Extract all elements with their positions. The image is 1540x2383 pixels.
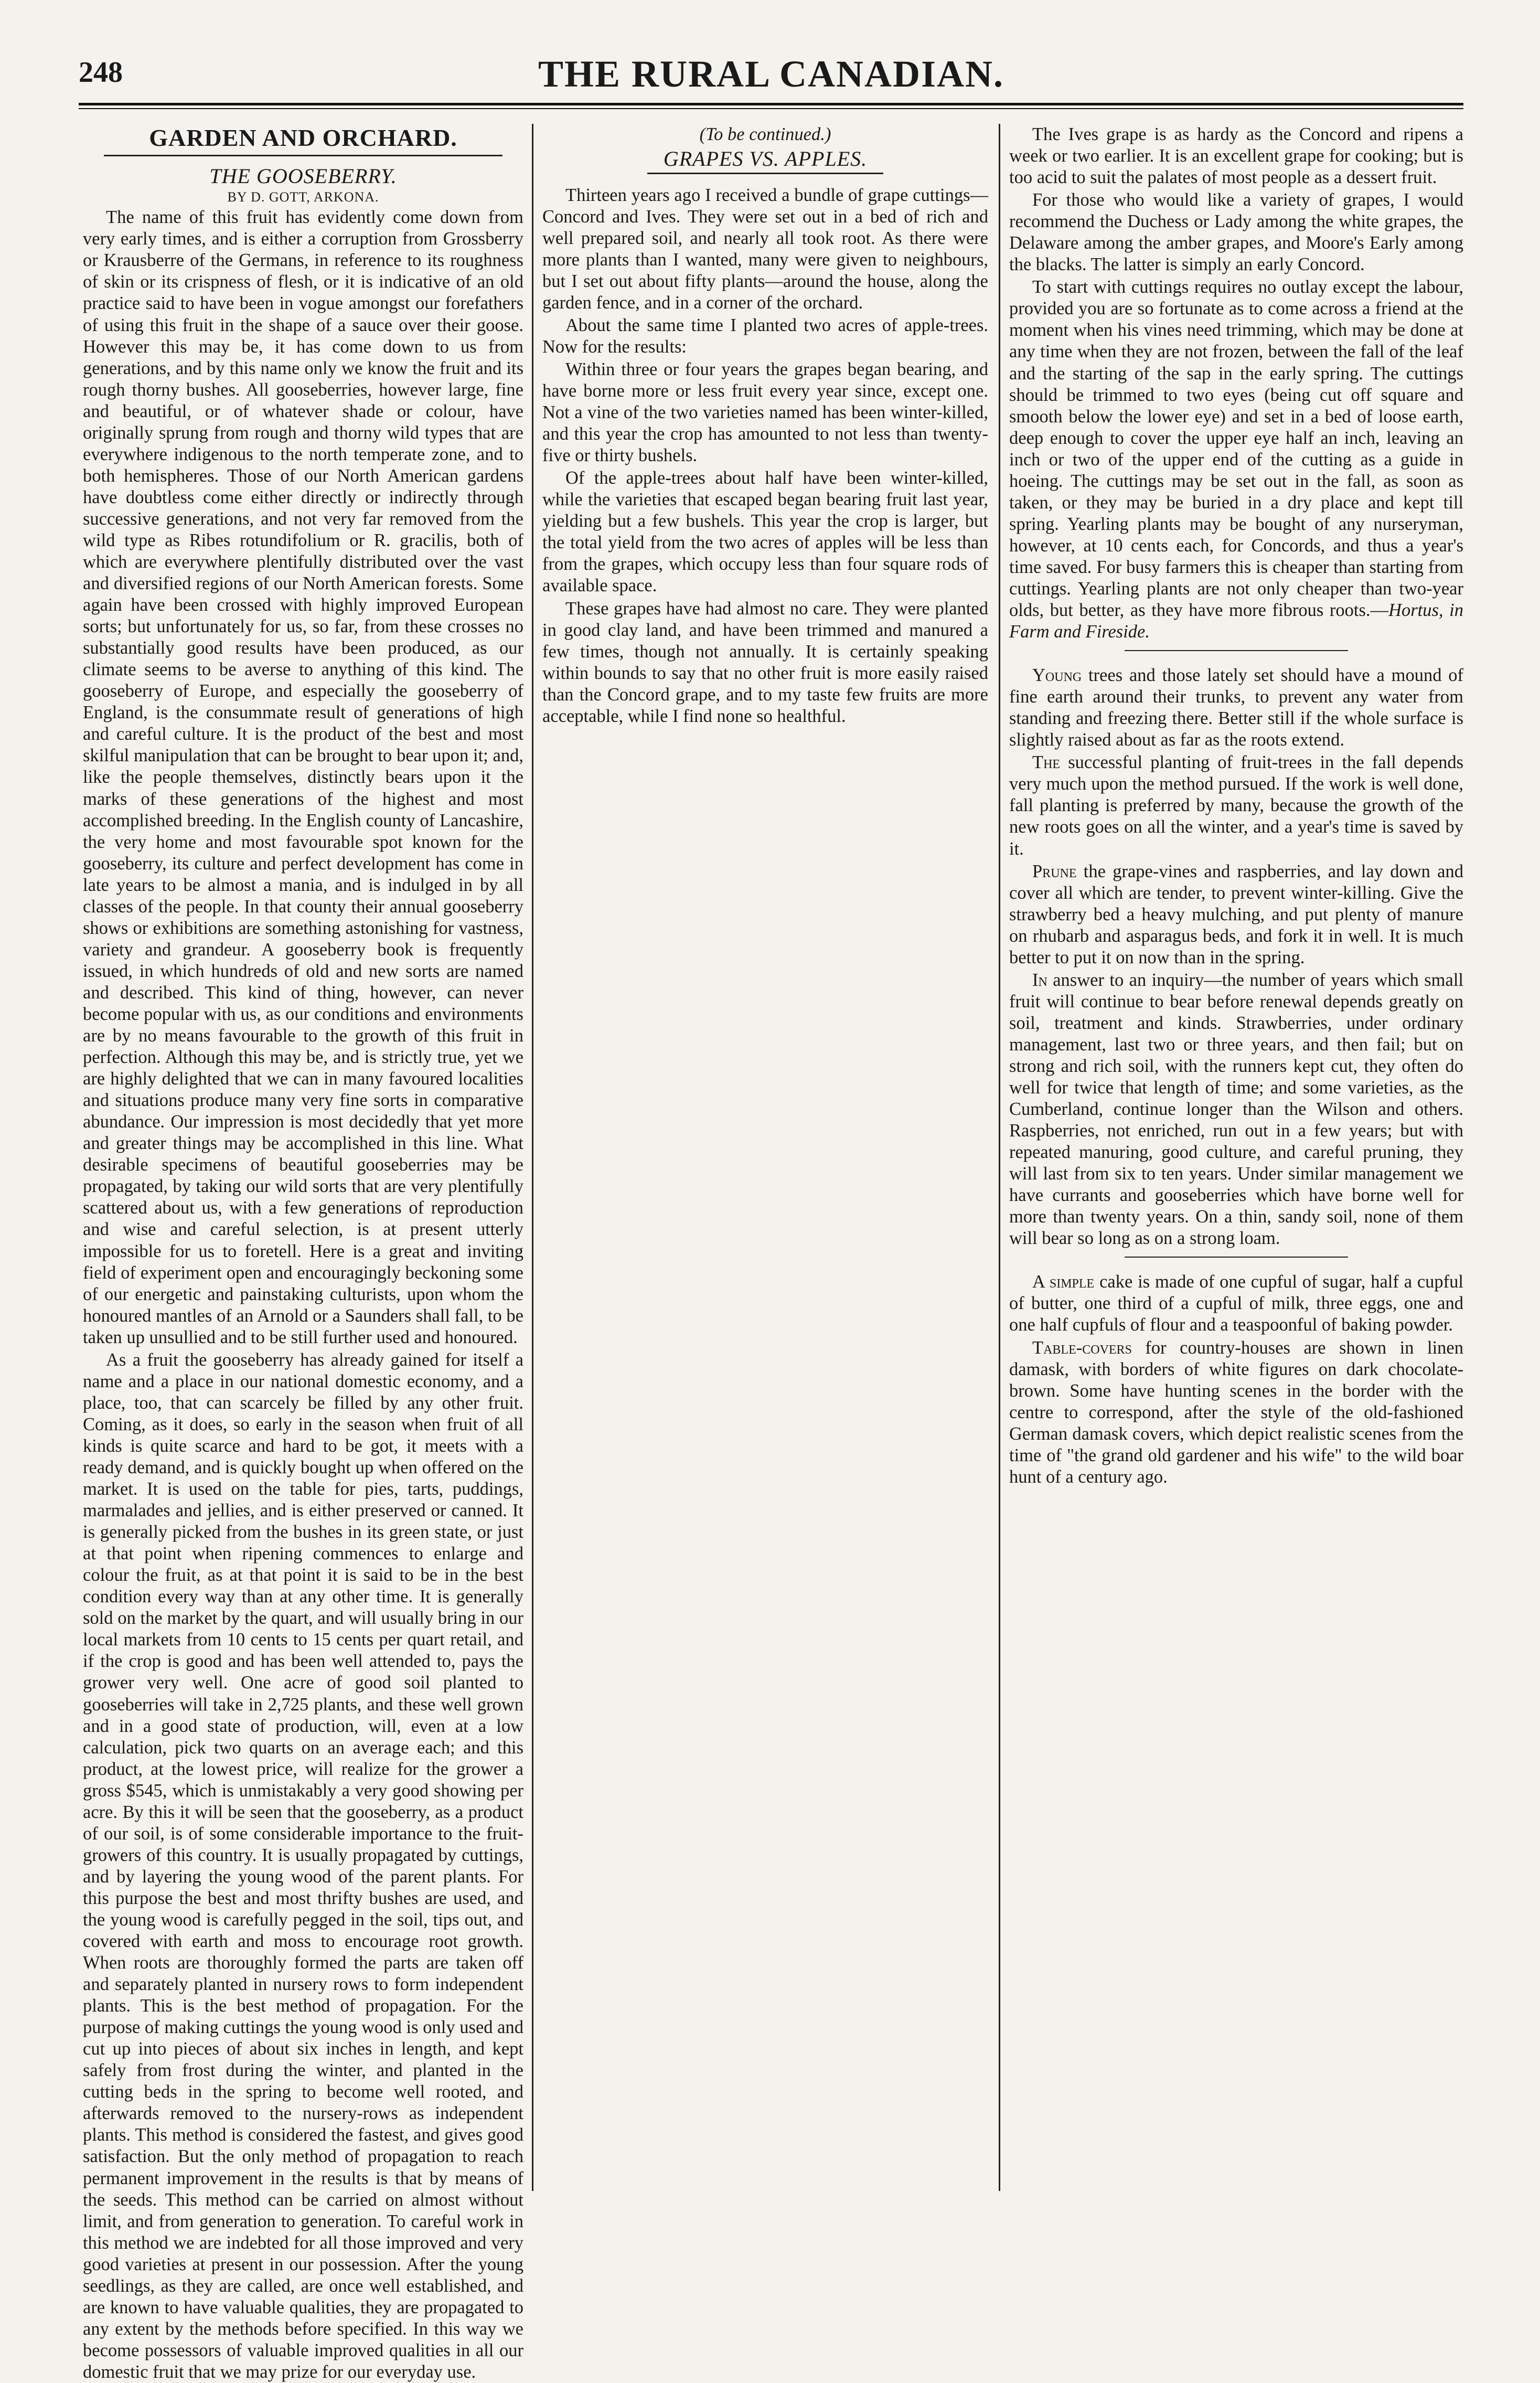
- section-rule: [104, 155, 502, 156]
- note-rule-1: [1125, 650, 1348, 651]
- note-lead: Young: [1032, 665, 1082, 686]
- column-divider-2: [999, 124, 1000, 2191]
- header-rule: [79, 103, 1463, 109]
- masthead: THE RURAL CANADIAN.: [538, 53, 1004, 95]
- gooseberry-paragraph-2: As a fruit the gooseberry has already gained for itself a name and a place in our national domestic economy, and a place, too, that can scarcely be filled by any other fruit. Coming, as it does, so early in the season when fruit of all kinds is quite scarce and hard to be got, it meets with a ready demand, and is quickly bought up when offered on the market. It is used on the table for pies, tarts, puddings, marmalades and jellies, and is either preserved or canned. It is generally picked from the bushes in its green state, or just at that point when ripening commences to enlarge and colour the fruit, as at that point it is said to be in the best condition every way than at any other time. It is generally sold on the market by the quart, and will usually bring in our local markets from 10 cents to 15 cents per quart retail, and if the crop is good and has been well attended to, pays the grower very well. One acre of good soil planted to gooseberries will take in 2,725 plants, and these well grown and in a good state of production, will, even at a low calculation, pick two quarts on an average each; and this product, at the lowest price, will realize for the grower a gross $545, which is unmistakably a very good showing per acre. By this it will be seen that the gooseberry, as a product of our soil, is of some considerable importance to the fruit-growers of this country. It is usually propagated by cuttings, and by layering the young wood of the parent plants. For this purpose the best and most thrifty bushes are used, and the young wood is carefully pegged in the soil, tips out, and covered with earth and moss to encourage root growth. When roots are thoroughly formed the parts are taken off and separately planted in nursery rows to form independent plants. This is the best method of propagation. For the purpose of making cuttings the young wood is only used and cut up into pieces of about six inches in length, and kept safely from frost during the winter, and planted in the cutting beds in the spring to become well rooted, and afterwards removed to the nursery-rows as independent plants. This method is considered the fastest, and gives good satisfaction. But the only method of propagation to reach permanent improvement in the results is that by means of the seeds. This method can be carried on almost without limit, and from generation to generation. To careful work in this method we are indebted for all those improved and very good varieties at present in our possession. After the young seedlings, as they are called, are once well established, and are known to have valuable qualities, they are propagated to any extent by the methods before specified. In this way we become possessors of valuable improved qualities in all our domestic fruit that we may prize for our everyday use.: [83, 1349, 523, 2382]
- article-title-grapes: GRAPES VS. APPLES.: [663, 147, 868, 171]
- note-prune: [1009, 861, 1463, 969]
- continued-note: (To be continued.): [699, 124, 831, 144]
- note-fall-planting: [1009, 752, 1463, 859]
- article-title-gooseberry: THE GOOSEBERRY.: [209, 164, 397, 188]
- note-lead: Prune: [1032, 861, 1077, 881]
- note-text: for country-houses are shown in linen damask, with borders of white figures on dark chocolate-brown. Some have hunting scenes in the border with the centre to correspond, after the style of the old-fashioned German damask covers, which depict realistic scenes from the time of "the grand old gardener and his wife" to the wild boar hunt of a century ago.: [1009, 1337, 1463, 1487]
- note-small-fruit: [1009, 970, 1463, 1250]
- note-table-covers: [1009, 1337, 1463, 1488]
- column-2: [542, 124, 988, 2191]
- note-simple-cake: [1009, 1271, 1463, 1336]
- grapes-paragraph-6: The Ives grape is as hardy as the Concord and ripens a week or two earlier. It is an excellent grape for cooking; but is too acid to suit the palates of most people as a dessert fruit.: [1009, 124, 1463, 188]
- column-divider-1: [532, 124, 533, 2191]
- note-young-trees: [1009, 665, 1463, 751]
- gooseberry-paragraph-1: The name of this fruit has evidently come down from very early times, and is either a corruption from Grossberry or Krausberre of the Germans, in reference to its roughness of skin or its crispness of flesh, or it is indicative of an old practice said to have been in vogue amongst our forefathers of using this fruit in the shape of a sauce over their goose. However this may be, it has come down to us from generations, and by this name only we know the fruit and its rough thorny bushes. All gooseberries, however large, fine and beautiful, or of whatever shade or colour, have originally sprung from rough and thorny wild types that are everywhere indigenous to the north temperate zone, and to both hemispheres. Those of our North American gardens have doubtless come either directly or indirectly through successive generations, and not very far removed from the wild type as Ribes rotundifolium or R. gracilis, both of which are everywhere plentifully distributed over the vast and diversified regions of our North American forests. Some again have been crossed with highly improved European sorts; but unfortunately for us, so far, from these crosses no substantially good results have been produced, as our climate seems to be averse to anything of this kind. The gooseberry of Europe, and especially the gooseberry of England, is the consummate result of generations of high and careful culture. It is the product of the best and most skilful manipulation that can be brought to bear upon it; and, like the people themselves, distinctly bears upon it the marks of these generations of the highest and most accomplished breeding. In the English county of Lancashire, the very home and most favourable spot known for the gooseberry, its culture and perfect development has come in late years to be almost a mania, and is indulged in by all classes of the people. In that county their annual gooseberry shows or exhibitions are something astonishing for vastness, variety and grandeur. A gooseberry book is frequently issued, in which hundreds of old and new sorts are named and described. This kind of thing, however, can never become popular with us, as our conditions and environments are by no means favourable to the growth of this fruit in perfection. Although this may be, and is strictly true, yet we are highly delighted that we can in many favoured localities and situations produce many very fine sorts in comparative abundance. Our impression is most decidedly that yet more and greater things may be accomplished in this line. What desirable specimens of beautiful gooseberries may be propagated, by taking our wild sorts that are very plentifully scattered about us, with a few generations of reproduction and wise and careful selection, is at present utterly impossible for us to foretell. Here is a great and inviting field of experiment open and encouragingly beckoning some of our energetic and painstaking culturists, upon whom the honoured mantles of an Arnold or a Saunders shall fall, to be taken up unsullied and to be still further used and honoured.: [83, 207, 523, 1347]
- article-byline: BY D. GOTT, ARKONA.: [227, 189, 379, 205]
- grapes-paragraph-8-text: To start with cuttings requires no outlay except the labour, provided you are so fortunate as to come across a friend at the moment when his vines need trimming, which may be done at any time when they are not frozen, between the fall of the leaf and the starting of the sap in the early spring. The cuttings should be trimmed to two eyes (being cut off square and smooth below the lower eye) and set in a bed of loose earth, deep enough to cover the upper eye half an inch, leaving an inch or two of the upper end of the cutting as a guide in hoeing. The cuttings may be set out in the fall, as soon as taken, or they may be buried in a dry place and kept till spring. Yearling plants may be bought of any nurseryman, however, at 10 cents each, for Concords, and thus a year's time saved. For busy farmers this is cheaper than starting from cuttings. Yearling plants are not only cheaper than two-year olds, but better, as they have more fibrous roots.—: [1009, 277, 1463, 621]
- grapes-paragraph-2: About the same time I planted two acres of apple-trees. Now for the results:: [542, 315, 988, 357]
- grapes-paragraph-3: Within three or four years the grapes began bearing, and have borne more or less fruit every year since, except one. Not a vine of the two varieties named has been winter-killed, and this year the crop has amounted to not less than twenty-five or thirty bushels.: [542, 359, 988, 466]
- grapes-title-rule: [647, 173, 883, 174]
- section-title: GARDEN AND ORCHARD.: [149, 124, 457, 151]
- page-header: [79, 52, 1463, 100]
- note-lead: The: [1032, 752, 1061, 773]
- grapes-paragraph-1: Thirteen years ago I received a bundle of grape cuttings—Concord and Ives. They were set out in a bed of rich and well prepared soil, and nearly all took root. As there were more plants than I wanted, many were given to neighbours, but I set out about fifty plants—around the house, along the garden fence, and in a corner of the orchard.: [542, 185, 988, 313]
- note-lead: In: [1032, 970, 1047, 990]
- column-1: [83, 124, 523, 2382]
- note-text: cake is made of one cupful of sugar, half a cupful of butter, one third of a cupful of milk, three eggs, one and one half cupfuls of flour and a teaspoonful of baking powder.: [1009, 1272, 1463, 1335]
- note-text: trees and those lately set should have a mound of fine earth around their trunks, to prevent any water from standing and freezing there. Better still if the whole surface is slightly raised about as far as the roots extend.: [1009, 665, 1463, 750]
- grapes-paragraph-4: Of the apple-trees about half have been winter-killed, while the varieties that escaped began bearing fruit last year, yielding but a few bushels. This year the crop is larger, but the total yield from the two acres of apples will be less than from the grapes, which occupy less than four square rods of available space.: [542, 468, 988, 596]
- column-3: [1009, 124, 1463, 2191]
- note-lead: A simple: [1032, 1272, 1095, 1292]
- page-number: 248: [79, 56, 123, 89]
- grapes-paragraph-5: These grapes have had almost no care. They were planted in good clay land, and have been trimmed and manured a few times, though not annually. It is certainly speaking within bounds to say that no other fruit is more easily raised than the Concord grape, and to my taste few fruits are more acceptable, while I find none so healthful.: [542, 598, 988, 726]
- note-text: successful planting of fruit-trees in the fall depends very much upon the method pursued. If the work is well done, fall planting is preferred by many, because the growth of the new roots goes on all the winter, and a year's time is saved by it.: [1009, 752, 1463, 859]
- grapes-source: Hortus, in Farm and Fireside.: [1009, 600, 1464, 642]
- note-text: the grape-vines and raspberries, and lay down and cover all which are tender, to prevent winter-killing. Give the strawberry bed a heavy mulching, and put plenty of manure on rhubarb and asparagus beds, and fork it in well. It is much better to put it on now than in the spring.: [1009, 861, 1463, 967]
- note-rule-2: [1125, 1257, 1348, 1258]
- grapes-paragraph-7: For those who would like a variety of grapes, I would recommend the Duchess or Lady among the white grapes, the Delaware among the amber grapes, and Moore's Early among the blacks. The latter is simply an early Concord.: [1009, 190, 1463, 275]
- note-text: answer to an inquiry—the number of years which small fruit will continue to bear before renewal depends greatly on soil, treatment and kinds. Strawberries, under ordinary management, last two or three years, and then fail; but on strong and rich soil, with the runners kept cut, they often do well for twice that length of time; and some varieties, as the Cumberland, continue longer than the Wilson and others. Raspberries, not enriched, run out in a few years; but with repeated manuring, good culture, and careful pruning, they will last from six to ten years. Under similar management we have currants and gooseberries which have borne well for more than twenty years. On a thin, sandy soil, none of them will bear so long as on a strong loam.: [1009, 970, 1463, 1249]
- grapes-paragraph-8: [1009, 276, 1463, 643]
- note-lead: Table-covers: [1032, 1337, 1132, 1358]
